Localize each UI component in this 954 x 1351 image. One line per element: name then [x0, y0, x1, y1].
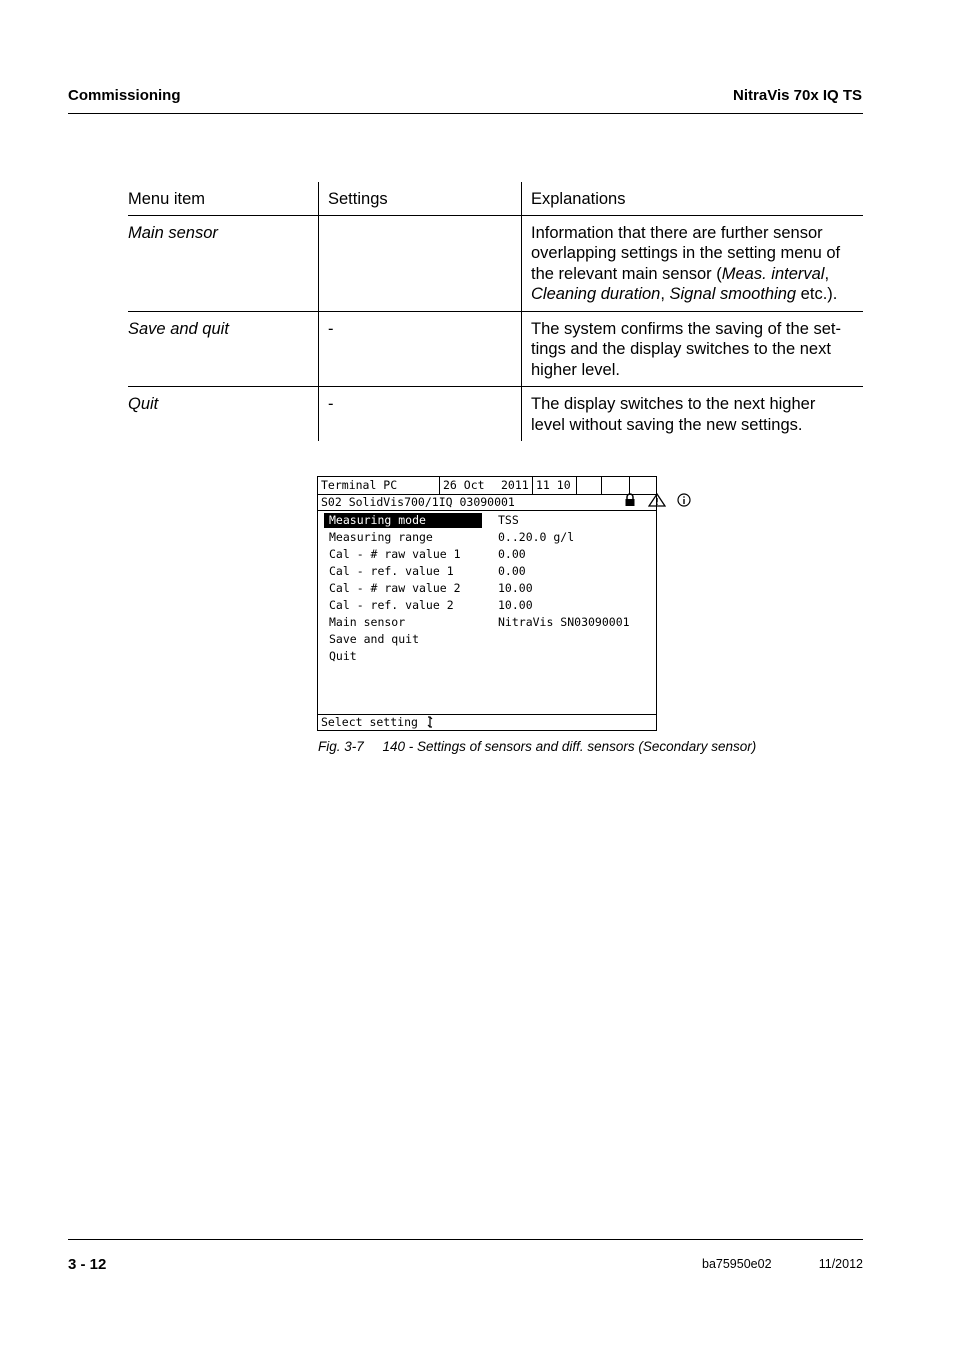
setting-cell	[318, 216, 521, 311]
table-header-row	[128, 182, 863, 216]
header-product: NitraVis 70x IQ TS	[733, 87, 862, 104]
display-terminal-label: Terminal PC	[321, 478, 398, 492]
table-row	[128, 387, 863, 441]
display-separator	[601, 477, 602, 494]
explanation-cell: The system confirms the saving of the set-tings and the display switches to the next higher level.	[521, 312, 863, 387]
display-menu-item: Cal - # raw value 1	[329, 547, 461, 561]
col-header-settings: Settings	[318, 182, 521, 215]
explanation-text: Information that there are further sensor overlapping settings in the setting menu of the relevant main sensor (	[531, 223, 841, 283]
display-menu-value: 10.00	[498, 581, 533, 595]
display-date: 26 Oct	[443, 478, 485, 492]
display-menu-item: Main sensor	[329, 615, 406, 629]
display-separator	[576, 477, 577, 494]
menu-item-cell: Save and quit	[128, 319, 229, 338]
table-row	[128, 312, 863, 388]
settings-table	[128, 182, 863, 441]
display-status-text: Select setting	[321, 715, 418, 729]
display-title-rule	[318, 510, 656, 511]
display-time: 11 10	[536, 478, 571, 492]
explanation-text: ,	[660, 285, 670, 303]
display-top-bar	[318, 477, 656, 495]
table-row	[128, 216, 863, 312]
setting-cell: -	[318, 387, 521, 441]
display-menu-item: Cal - ref. value 2	[329, 598, 454, 612]
display-menu-item: Measuring range	[329, 530, 433, 544]
explanation-italic: Signal smoothing	[669, 285, 797, 303]
display-menu-value: NitraVis SN03090001	[498, 615, 630, 629]
explanation-italic: Meas. interval	[721, 264, 825, 283]
page-number: 3 - 12	[68, 1256, 107, 1273]
info-icon	[634, 478, 692, 493]
display-menu-item-selected: Measuring mode	[324, 513, 482, 528]
col-header-menu-item: Menu item	[128, 190, 206, 208]
explanation-text: etc.).	[796, 285, 838, 303]
menu-item-cell: Main sensor	[128, 223, 218, 242]
scroll-arrows-icon	[425, 716, 435, 731]
setting-cell: -	[318, 312, 521, 387]
header-rule	[68, 113, 863, 114]
display-separator	[439, 477, 440, 494]
col-header-explanations: Explanations	[521, 182, 863, 215]
header-section: Commissioning	[68, 87, 181, 104]
figure-caption: Fig. 3-7 140 - Settings of sensors and diff. sensors (Secondary sensor)	[318, 739, 757, 754]
explanation-text: ,	[824, 264, 830, 283]
display-menu-item: Cal - ref. value 1	[329, 564, 454, 578]
display-year: 2011	[501, 478, 529, 492]
display-menu-item: Save and quit	[329, 632, 420, 646]
display-menu-value: TSS	[498, 513, 519, 527]
display-sensor-title: S02 SolidVis700/1IQ 03090001	[321, 495, 515, 509]
display-menu-item: Quit	[329, 649, 357, 663]
document-id: ba75950e02	[702, 1257, 772, 1271]
document-date: 11/2012	[818, 1257, 863, 1271]
display-status-bar	[321, 715, 435, 729]
menu-item-cell: Quit	[128, 395, 159, 413]
explanation-cell	[521, 216, 863, 311]
explanation-italic: Cleaning duration	[531, 285, 661, 303]
display-separator	[532, 477, 533, 494]
display-separator	[629, 477, 630, 494]
device-display-screenshot	[317, 476, 657, 731]
display-menu-item: Cal - # raw value 2	[329, 581, 461, 595]
display-menu-value: 10.00	[498, 598, 533, 612]
display-menu-value: 0.00	[498, 564, 526, 578]
footer-rule	[68, 1239, 863, 1240]
display-menu-value: 0.00	[498, 547, 526, 561]
explanation-cell: The display switches to the next higher level without saving the new settings.	[521, 387, 863, 441]
display-menu-value: 0..20.0 g/l	[498, 530, 575, 544]
